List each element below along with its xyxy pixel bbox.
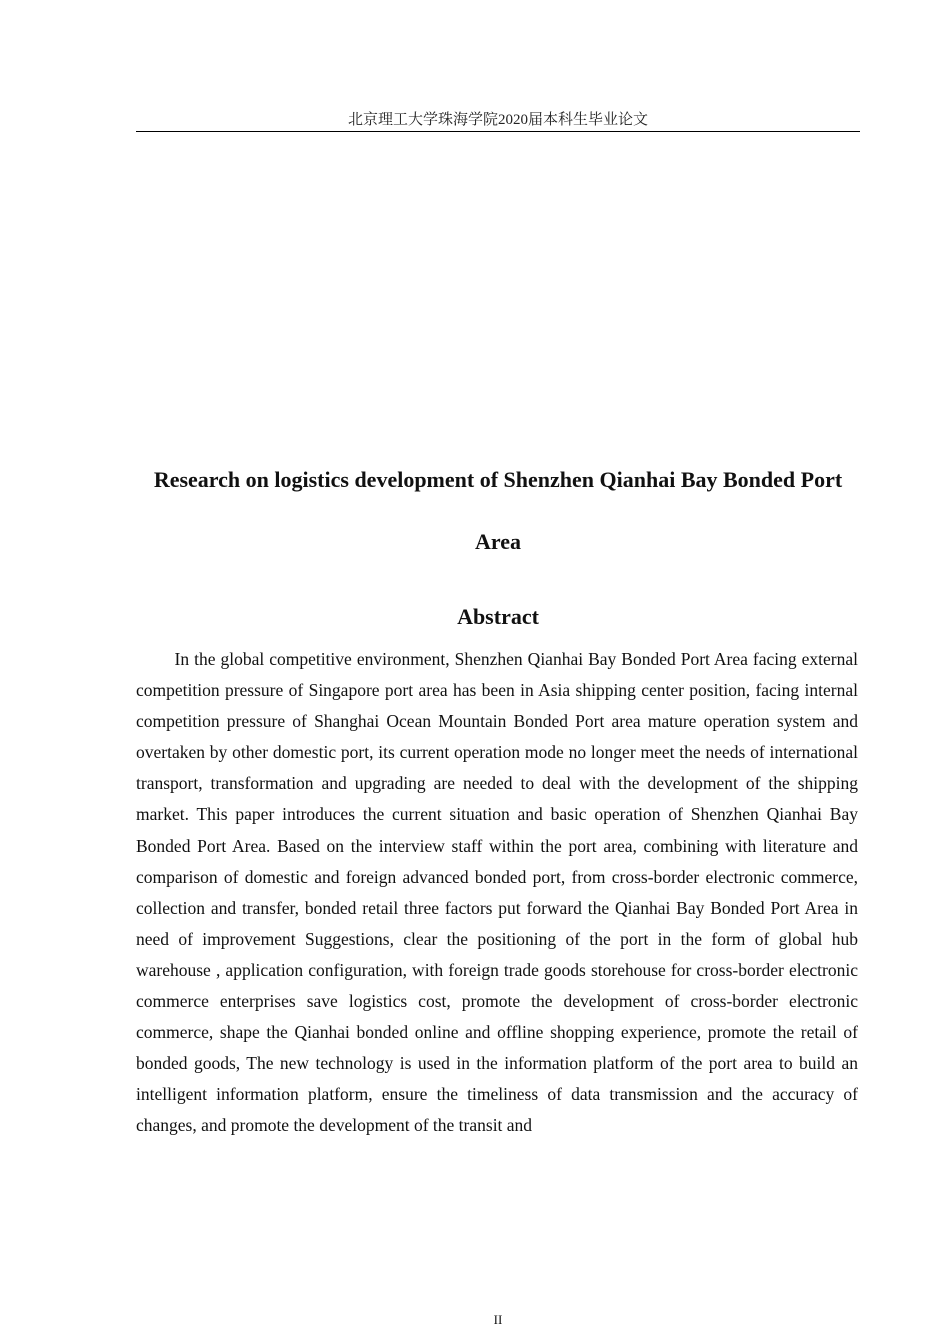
document-title: Research on logistics development of Shenzhen Qianhai Bay Bonded Port Area [153,467,843,554]
page-number: II [493,1312,503,1327]
page-header [136,110,860,132]
header-text: 北京理工大学珠海学院2020届本科生毕业论文 [347,112,648,128]
abstract-heading: Abstract [457,604,539,629]
abstract-paragraph: In the global competitive environment, Shenzhen Qianhai Bay Bonded Port Area facing external competition pressure of Singapore port area has been in Asia shipping center position, facing internal competition pressure of Shanghai Ocean Mountain Bonded Port area mature operation system and overtaken by other domestic port, its current operation mode no longer meet the needs of international transport, transformation and upgrading are needed to deal with the development of the shipping market. This paper introduces the current situation and basic operation of Shenzhen Qianhai Bay Bonded Port Area. Based on the interview staff within the port area, combining with literature and comparison of domestic and foreign advanced bonded port, from cross-border electronic commerce, collection and transfer, bonded retail three factors put forward the Qianhai Bay Bonded Port Area in need of improvement Suggestions, clear the positioning of the port in the form of global hub warehouse , application configuration, with foreign trade goods storehouse for cross-border electronic commerce enterprises save logistics cost, promote the development of cross-border electronic commerce, shape the Qianhai bonded online and offline shopping experience, promote the retail of bonded goods, The new technology is used in the information platform of the port area to build an intelligent information platform, ensure the timeliness of data transmission and the accuracy of changes, and promote the development of the transit and [136,649,858,1136]
